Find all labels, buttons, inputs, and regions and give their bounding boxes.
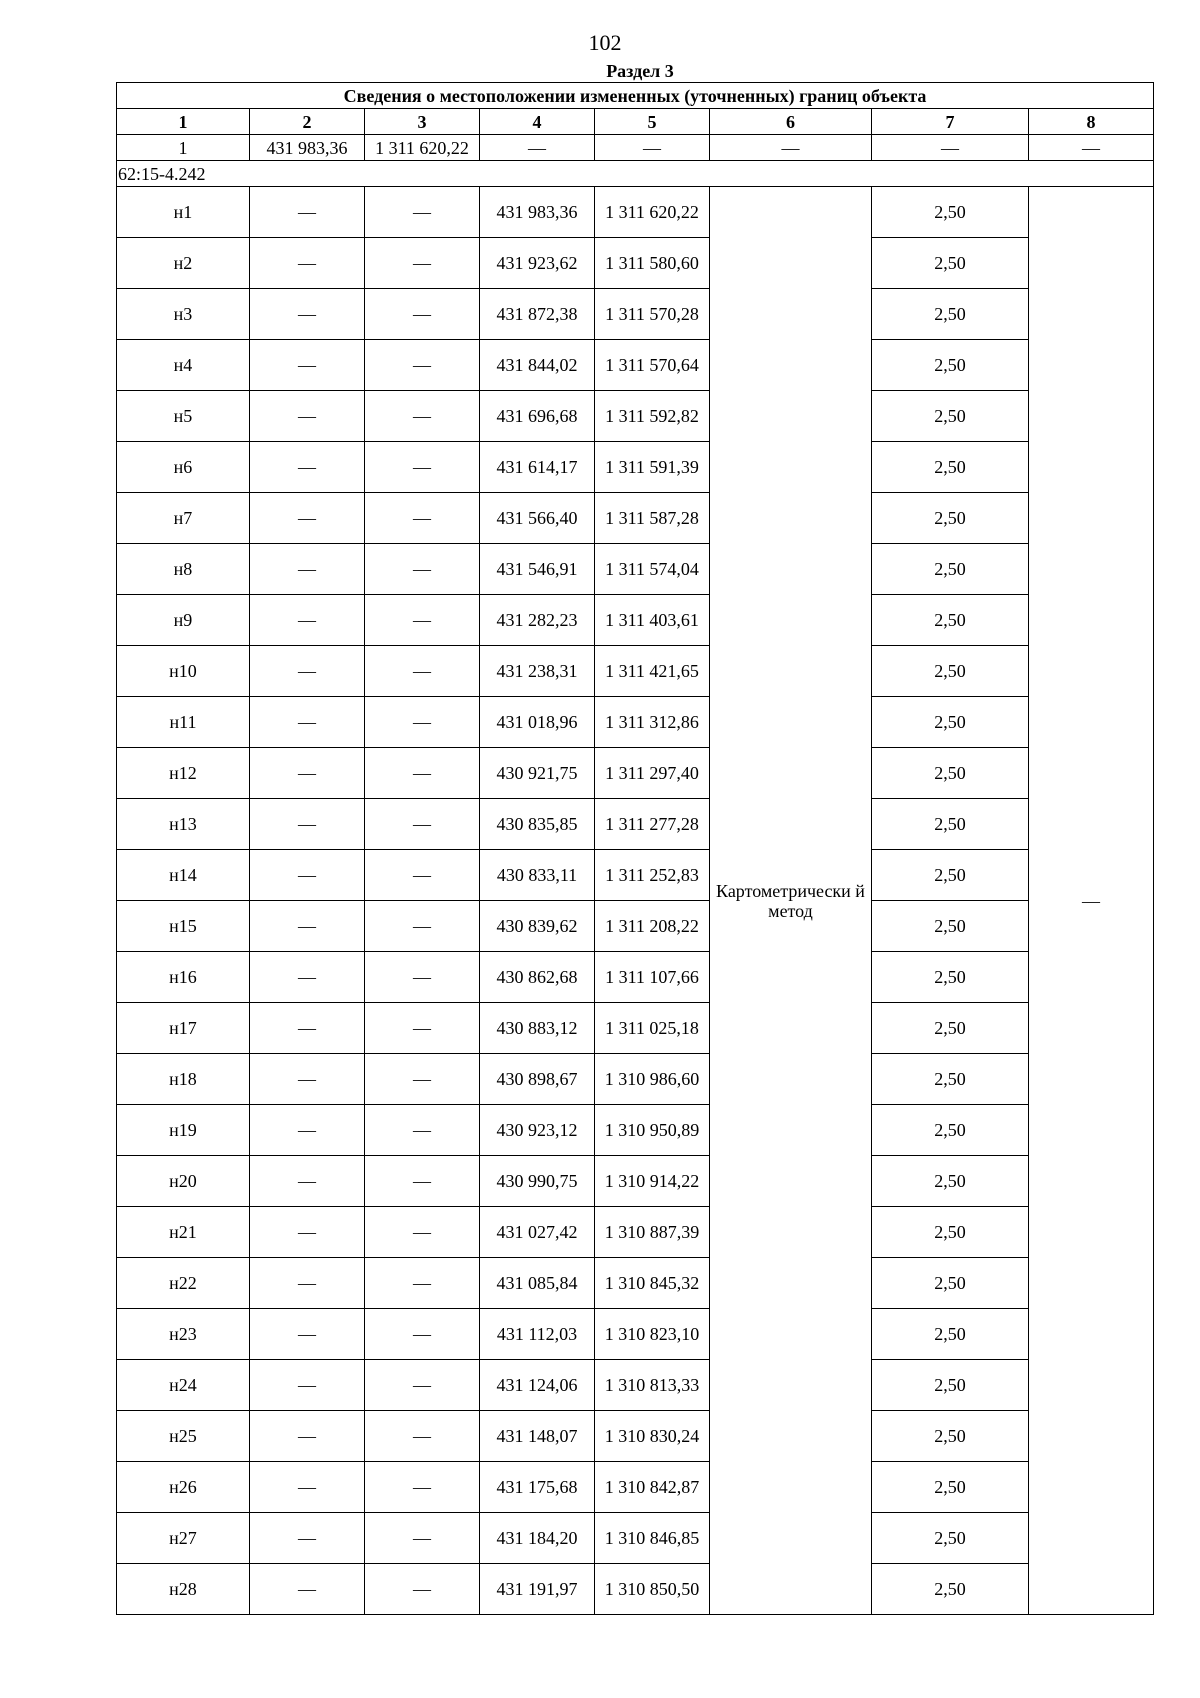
existing-x-cell: — xyxy=(250,850,365,901)
existing-y-cell: — xyxy=(365,1309,480,1360)
point-cell: н26 xyxy=(117,1462,250,1513)
existing-y-cell: — xyxy=(365,646,480,697)
new-y-cell: 1 311 107,66 xyxy=(595,952,710,1003)
new-y-cell: 1 311 570,64 xyxy=(595,340,710,391)
new-y-cell: 1 310 950,89 xyxy=(595,1105,710,1156)
error-cell: 2,50 xyxy=(872,646,1029,697)
point-cell: н3 xyxy=(117,289,250,340)
error-cell: 2,50 xyxy=(872,391,1029,442)
description-cell: — xyxy=(1029,187,1154,1615)
point-cell: н10 xyxy=(117,646,250,697)
new-x-cell: 431 191,97 xyxy=(480,1564,595,1615)
table-row xyxy=(117,952,1154,1003)
new-y-cell: 1 311 580,60 xyxy=(595,238,710,289)
point-cell: н24 xyxy=(117,1360,250,1411)
point-cell: н21 xyxy=(117,1207,250,1258)
new-y-cell: 1 311 312,86 xyxy=(595,697,710,748)
table-row xyxy=(117,850,1154,901)
new-y-cell: 1 310 842,87 xyxy=(595,1462,710,1513)
new-x-cell: 430 923,12 xyxy=(480,1105,595,1156)
new-x-cell: 431 085,84 xyxy=(480,1258,595,1309)
existing-y-cell: — xyxy=(365,1003,480,1054)
existing-y-cell: — xyxy=(365,238,480,289)
error-cell: 2,50 xyxy=(872,901,1029,952)
new-x-cell: 430 990,75 xyxy=(480,1156,595,1207)
new-y-cell: 1 311 574,04 xyxy=(595,544,710,595)
error-cell: 2,50 xyxy=(872,238,1029,289)
column-number: 4 xyxy=(480,109,595,135)
page-number: 102 xyxy=(588,30,622,55)
point-cell: 1 xyxy=(117,135,250,161)
error-cell: 2,50 xyxy=(872,799,1029,850)
table-row xyxy=(117,1309,1154,1360)
error-cell: 2,50 xyxy=(872,1309,1029,1360)
table-row xyxy=(117,697,1154,748)
new-y-cell: 1 310 846,85 xyxy=(595,1513,710,1564)
existing-x-cell: — xyxy=(250,187,365,238)
new-x-cell: — xyxy=(480,135,595,161)
new-x-cell: 431 027,42 xyxy=(480,1207,595,1258)
new-x-cell: 431 923,62 xyxy=(480,238,595,289)
existing-y-cell: — xyxy=(365,1054,480,1105)
table-row xyxy=(117,391,1154,442)
error-cell: 2,50 xyxy=(872,289,1029,340)
point-cell: н25 xyxy=(117,1411,250,1462)
point-cell: н8 xyxy=(117,544,250,595)
error-cell: 2,50 xyxy=(872,1564,1029,1615)
new-x-cell: 431 175,68 xyxy=(480,1462,595,1513)
table-body xyxy=(117,83,1154,1615)
error-cell: 2,50 xyxy=(872,595,1029,646)
new-y-cell: 1 311 025,18 xyxy=(595,1003,710,1054)
new-y-cell: 1 311 403,61 xyxy=(595,595,710,646)
point-cell: н28 xyxy=(117,1564,250,1615)
method-cell: Картометрически й метод xyxy=(710,187,872,1615)
point-cell: н5 xyxy=(117,391,250,442)
point-cell: н4 xyxy=(117,340,250,391)
table-row xyxy=(117,1258,1154,1309)
existing-x-cell: — xyxy=(250,1156,365,1207)
new-y-cell: 1 310 813,33 xyxy=(595,1360,710,1411)
error-cell: 2,50 xyxy=(872,748,1029,799)
existing-y-cell: — xyxy=(365,391,480,442)
column-number: 2 xyxy=(250,109,365,135)
new-y-cell: 1 311 421,65 xyxy=(595,646,710,697)
existing-x-cell: — xyxy=(250,544,365,595)
existing-y-cell: — xyxy=(365,289,480,340)
existing-y-cell: — xyxy=(365,1411,480,1462)
point-cell: н9 xyxy=(117,595,250,646)
point-cell: н23 xyxy=(117,1309,250,1360)
existing-x-cell: — xyxy=(250,595,365,646)
existing-x-cell: — xyxy=(250,646,365,697)
existing-x-cell: 431 983,36 xyxy=(250,135,365,161)
new-x-cell: 431 184,20 xyxy=(480,1513,595,1564)
existing-y-cell: — xyxy=(365,340,480,391)
existing-y-cell: — xyxy=(365,1462,480,1513)
new-y-cell: 1 311 592,82 xyxy=(595,391,710,442)
point-cell: н6 xyxy=(117,442,250,493)
new-x-cell: 430 833,11 xyxy=(480,850,595,901)
error-cell: 2,50 xyxy=(872,544,1029,595)
existing-x-cell: — xyxy=(250,1003,365,1054)
point-cell: н13 xyxy=(117,799,250,850)
table-row xyxy=(117,289,1154,340)
table-row xyxy=(117,340,1154,391)
existing-x-cell: — xyxy=(250,1258,365,1309)
column-number-row xyxy=(117,109,1154,135)
existing-y-cell: — xyxy=(365,901,480,952)
existing-x-cell: — xyxy=(250,1411,365,1462)
table-row xyxy=(117,595,1154,646)
existing-x-cell: — xyxy=(250,1054,365,1105)
column-number: 7 xyxy=(872,109,1029,135)
existing-point-row xyxy=(117,135,1154,161)
error-cell: — xyxy=(872,135,1029,161)
point-cell: н20 xyxy=(117,1156,250,1207)
existing-x-cell: — xyxy=(250,238,365,289)
point-cell: н11 xyxy=(117,697,250,748)
table-row xyxy=(117,1513,1154,1564)
existing-x-cell: — xyxy=(250,1105,365,1156)
existing-x-cell: — xyxy=(250,748,365,799)
new-y-cell: — xyxy=(595,135,710,161)
column-number: 6 xyxy=(710,109,872,135)
point-cell: н19 xyxy=(117,1105,250,1156)
existing-x-cell: — xyxy=(250,901,365,952)
error-cell: 2,50 xyxy=(872,493,1029,544)
error-cell: 2,50 xyxy=(872,1513,1029,1564)
new-x-cell: 431 148,07 xyxy=(480,1411,595,1462)
coordinates-table xyxy=(116,82,1154,1615)
new-y-cell: 1 311 297,40 xyxy=(595,748,710,799)
point-cell: н7 xyxy=(117,493,250,544)
new-x-cell: 431 546,91 xyxy=(480,544,595,595)
new-y-cell: 1 310 914,22 xyxy=(595,1156,710,1207)
table-row xyxy=(117,748,1154,799)
new-y-cell: 1 311 208,22 xyxy=(595,901,710,952)
existing-y-cell: — xyxy=(365,952,480,1003)
existing-y-cell: — xyxy=(365,748,480,799)
existing-y-cell: — xyxy=(365,1513,480,1564)
existing-x-cell: — xyxy=(250,391,365,442)
error-cell: 2,50 xyxy=(872,952,1029,1003)
error-cell: 2,50 xyxy=(872,1258,1029,1309)
table-row xyxy=(117,238,1154,289)
error-cell: 2,50 xyxy=(872,442,1029,493)
new-x-cell: 431 983,36 xyxy=(480,187,595,238)
point-cell: н22 xyxy=(117,1258,250,1309)
new-y-cell: 1 311 620,22 xyxy=(595,187,710,238)
new-x-cell: 431 018,96 xyxy=(480,697,595,748)
point-cell: н1 xyxy=(117,187,250,238)
existing-y-cell: — xyxy=(365,544,480,595)
existing-y-cell: — xyxy=(365,442,480,493)
point-cell: н15 xyxy=(117,901,250,952)
existing-y-cell: — xyxy=(365,1258,480,1309)
new-y-cell: 1 311 570,28 xyxy=(595,289,710,340)
existing-x-cell: — xyxy=(250,442,365,493)
existing-x-cell: — xyxy=(250,1513,365,1564)
table-row xyxy=(117,1411,1154,1462)
existing-x-cell: — xyxy=(250,799,365,850)
new-x-cell: 431 282,23 xyxy=(480,595,595,646)
parcel-number: 62:15-4.242 xyxy=(117,161,1154,187)
existing-y-cell: — xyxy=(365,1360,480,1411)
new-y-cell: 1 310 887,39 xyxy=(595,1207,710,1258)
existing-y-cell: — xyxy=(365,187,480,238)
parcel-row xyxy=(117,161,1154,187)
new-y-cell: 1 310 986,60 xyxy=(595,1054,710,1105)
error-cell: 2,50 xyxy=(872,340,1029,391)
column-number: 5 xyxy=(595,109,710,135)
column-number: 1 xyxy=(117,109,250,135)
table-row xyxy=(117,187,1154,238)
error-cell: 2,50 xyxy=(872,697,1029,748)
new-x-cell: 431 872,38 xyxy=(480,289,595,340)
existing-y-cell: — xyxy=(365,1156,480,1207)
existing-x-cell: — xyxy=(250,952,365,1003)
new-y-cell: 1 310 845,32 xyxy=(595,1258,710,1309)
new-x-cell: 431 124,06 xyxy=(480,1360,595,1411)
error-cell: 2,50 xyxy=(872,1054,1029,1105)
existing-x-cell: — xyxy=(250,1207,365,1258)
existing-x-cell: — xyxy=(250,1360,365,1411)
existing-x-cell: — xyxy=(250,289,365,340)
existing-y-cell: — xyxy=(365,1207,480,1258)
table-row xyxy=(117,901,1154,952)
point-cell: н2 xyxy=(117,238,250,289)
new-y-cell: 1 311 277,28 xyxy=(595,799,710,850)
new-y-cell: 1 311 591,39 xyxy=(595,442,710,493)
point-cell: н27 xyxy=(117,1513,250,1564)
error-cell: 2,50 xyxy=(872,1207,1029,1258)
point-cell: н16 xyxy=(117,952,250,1003)
existing-y-cell: — xyxy=(365,493,480,544)
error-cell: 2,50 xyxy=(872,1105,1029,1156)
error-cell: 2,50 xyxy=(872,1462,1029,1513)
table-row xyxy=(117,1156,1154,1207)
existing-y-cell: — xyxy=(365,697,480,748)
column-number: 8 xyxy=(1029,109,1154,135)
new-x-cell: 430 835,85 xyxy=(480,799,595,850)
table-row xyxy=(117,1564,1154,1615)
new-y-cell: 1 311 587,28 xyxy=(595,493,710,544)
error-cell: 2,50 xyxy=(872,850,1029,901)
existing-x-cell: — xyxy=(250,340,365,391)
new-x-cell: 431 844,02 xyxy=(480,340,595,391)
new-x-cell: 430 921,75 xyxy=(480,748,595,799)
table-row xyxy=(117,1360,1154,1411)
new-y-cell: 1 310 830,24 xyxy=(595,1411,710,1462)
table-row xyxy=(117,1105,1154,1156)
new-x-cell: 431 112,03 xyxy=(480,1309,595,1360)
point-cell: н14 xyxy=(117,850,250,901)
table-row xyxy=(117,1003,1154,1054)
existing-x-cell: — xyxy=(250,1564,365,1615)
new-x-cell: 431 696,68 xyxy=(480,391,595,442)
table-title-row xyxy=(117,83,1154,109)
existing-y-cell: — xyxy=(365,1564,480,1615)
error-cell: 2,50 xyxy=(872,1360,1029,1411)
column-number: 3 xyxy=(365,109,480,135)
new-x-cell: 430 862,68 xyxy=(480,952,595,1003)
table-row xyxy=(117,1054,1154,1105)
section-title: Раздел 3 xyxy=(606,61,674,81)
table-row xyxy=(117,1207,1154,1258)
table-row xyxy=(117,493,1154,544)
error-cell: 2,50 xyxy=(872,187,1029,238)
table-row xyxy=(117,799,1154,850)
new-y-cell: 1 310 850,50 xyxy=(595,1564,710,1615)
point-cell: н12 xyxy=(117,748,250,799)
table-row xyxy=(117,442,1154,493)
existing-y-cell: 1 311 620,22 xyxy=(365,135,480,161)
new-x-cell: 431 614,17 xyxy=(480,442,595,493)
table-title: Сведения о местоположении измененных (уточненных) границ объекта xyxy=(117,83,1154,109)
existing-y-cell: — xyxy=(365,595,480,646)
existing-y-cell: — xyxy=(365,850,480,901)
table-row xyxy=(117,544,1154,595)
table-row xyxy=(117,1462,1154,1513)
existing-x-cell: — xyxy=(250,493,365,544)
existing-x-cell: — xyxy=(250,1462,365,1513)
error-cell: 2,50 xyxy=(872,1411,1029,1462)
new-x-cell: 431 238,31 xyxy=(480,646,595,697)
point-cell: н17 xyxy=(117,1003,250,1054)
new-x-cell: 430 839,62 xyxy=(480,901,595,952)
existing-x-cell: — xyxy=(250,697,365,748)
description-cell: — xyxy=(1029,135,1154,161)
error-cell: 2,50 xyxy=(872,1156,1029,1207)
existing-y-cell: — xyxy=(365,799,480,850)
new-x-cell: 430 883,12 xyxy=(480,1003,595,1054)
existing-x-cell: — xyxy=(250,1309,365,1360)
point-cell: н18 xyxy=(117,1054,250,1105)
new-y-cell: 1 310 823,10 xyxy=(595,1309,710,1360)
method-cell: — xyxy=(710,135,872,161)
existing-y-cell: — xyxy=(365,1105,480,1156)
new-x-cell: 430 898,67 xyxy=(480,1054,595,1105)
error-cell: 2,50 xyxy=(872,1003,1029,1054)
new-y-cell: 1 311 252,83 xyxy=(595,850,710,901)
new-x-cell: 431 566,40 xyxy=(480,493,595,544)
table-row xyxy=(117,646,1154,697)
